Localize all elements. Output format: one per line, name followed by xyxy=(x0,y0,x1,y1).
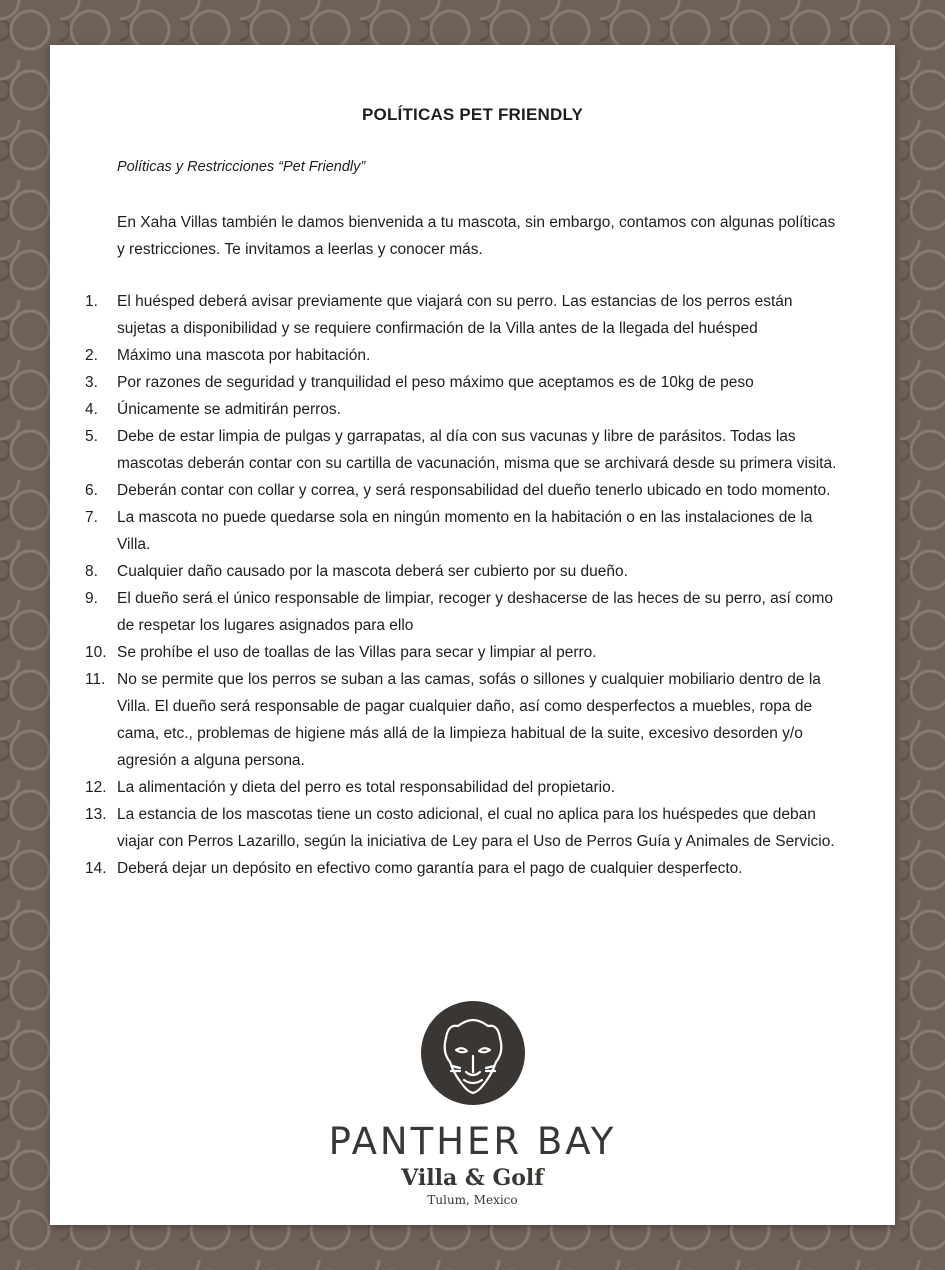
brand-name: PANTHER BAY xyxy=(328,1120,617,1163)
list-item-text: El dueño será el único responsable de limpiar, recoger y deshacerse de las heces de su perro, así como de respetar los lugares asignados para ello xyxy=(117,590,833,634)
list-item xyxy=(50,504,840,558)
intro-paragraph: En Xaha Villas también le damos bienvenida a tu mascota, sin embargo, contamos con algunas políticas y restricciones. Te invitamos a leerlas y conocer más. xyxy=(117,214,836,258)
list-item-number: 13. xyxy=(85,806,107,823)
list-item-number: 10. xyxy=(85,644,107,661)
list-item-text: Máximo una mascota por habitación. xyxy=(117,347,371,364)
page-title: POLÍTICAS PET FRIENDLY xyxy=(361,105,584,124)
list-item-number: 9. xyxy=(85,590,98,607)
list-item xyxy=(50,666,840,774)
list-item xyxy=(50,855,840,882)
list-item-text: La estancia de los mascotas tiene un costo adicional, el cual no aplica para los huéspedes que deban viajar con Perros Lazarillo, según la iniciativa de Ley para el Uso de Perros Guía y Animales de Servicio. xyxy=(117,806,835,850)
brand-logo xyxy=(50,1000,895,1111)
list-item xyxy=(50,369,840,396)
document-page xyxy=(50,45,895,1225)
list-item-text: Únicamente se admitirán perros. xyxy=(117,401,341,418)
list-item xyxy=(50,585,840,639)
list-item-number: 4. xyxy=(85,401,98,418)
list-item xyxy=(50,774,840,801)
list-item-text: Por razones de seguridad y tranquilidad el peso máximo que aceptamos es de 10kg de peso xyxy=(117,374,754,391)
brand-location: Tulum, Mexico xyxy=(427,1193,518,1207)
list-item-number: 6. xyxy=(85,482,98,499)
document-subtitle: Políticas y Restricciones “Pet Friendly” xyxy=(117,159,366,175)
list-item xyxy=(50,423,840,477)
list-item-text: Se prohíbe el uso de toallas de las Villas para secar y limpiar al perro. xyxy=(117,644,597,661)
list-item xyxy=(50,342,840,369)
list-item-number: 1. xyxy=(85,293,98,310)
panther-head-icon xyxy=(420,1000,526,1106)
list-item-number: 14. xyxy=(85,860,107,877)
list-item xyxy=(50,558,840,585)
list-item-text: Debe de estar limpia de pulgas y garrapatas, al día con sus vacunas y libre de parásitos. Todas las mascotas deberán contar con su cartilla de vacunación, misma que se archivará desde su primera visita. xyxy=(117,428,837,472)
rules-list xyxy=(50,288,840,882)
list-item xyxy=(50,639,840,666)
list-item-text: Cualquier daño causado por la mascota deberá ser cubierto por su dueño. xyxy=(117,563,628,580)
list-item xyxy=(50,477,840,504)
list-item xyxy=(50,801,840,855)
list-item-number: 7. xyxy=(85,509,98,526)
list-item-text: Deberá dejar un depósito en efectivo como garantía para el pago de cualquier desperfecto. xyxy=(117,860,743,877)
list-item xyxy=(50,288,840,342)
list-item xyxy=(50,396,840,423)
list-item-number: 8. xyxy=(85,563,98,580)
list-item-number: 5. xyxy=(85,428,98,445)
list-item-number: 12. xyxy=(85,779,107,796)
list-item-number: 2. xyxy=(85,347,98,364)
list-item-text: Deberán contar con collar y correa, y será responsabilidad del dueño tenerlo ubicado en todo momento. xyxy=(117,482,831,499)
list-item-number: 3. xyxy=(85,374,98,391)
list-item-text: La alimentación y dieta del perro es total responsabilidad del propietario. xyxy=(117,779,616,796)
list-item-number: 11. xyxy=(85,671,106,688)
brand-tagline: Villa & Golf xyxy=(401,1165,544,1191)
list-item-text: La mascota no puede quedarse sola en ningún momento en la habitación o en las instalaciones de la Villa. xyxy=(117,509,813,553)
list-item-text: No se permite que los perros se suban a las camas, sofás o sillones y cualquier mobiliario dentro de la Villa. El dueño será responsable de pagar cualquier daño, así como desperfectos a muebles, ropa de cama, etc., problemas de higiene más allá de la limpieza habitual de la suite, excesivo desorden y/o agresión a alguna persona. xyxy=(117,671,821,769)
list-item-text: El huésped deberá avisar previamente que viajará con su perro. Las estancias de los perros están sujetas a disponibilidad y se requiere confirmación de la Villa antes de la llegada del huésped xyxy=(117,293,793,337)
